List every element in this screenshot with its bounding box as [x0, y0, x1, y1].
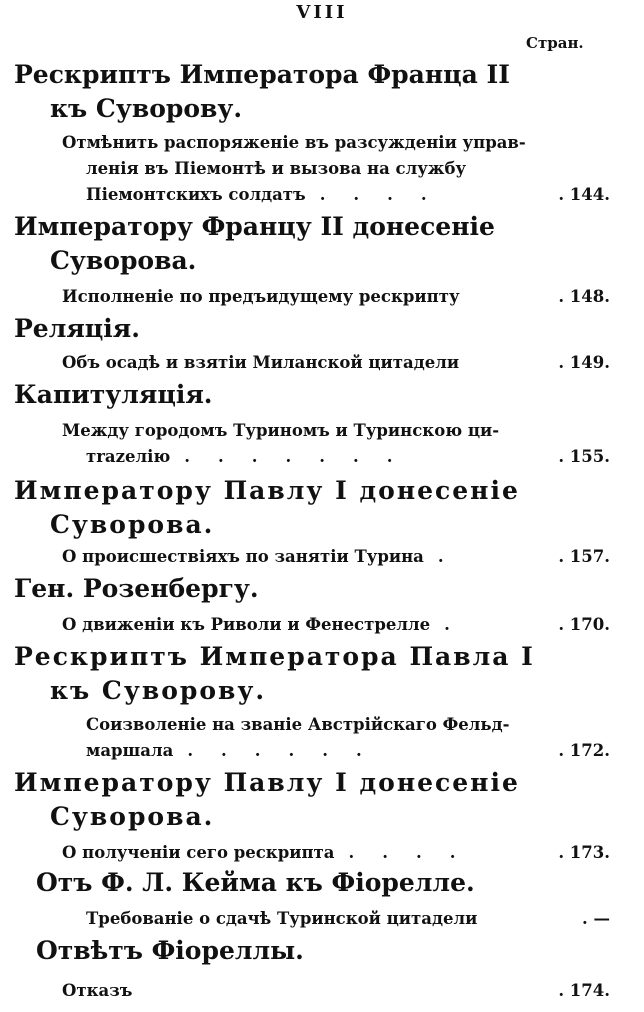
toc-description: Отмѣнить распоряженіе въ разсужденіи управ- ленія въ Піемонтѣ и вызова на службу Піемонтскихъ солдатъ .... . 144.	[62, 130, 610, 208]
toc-page-ref: . 149.	[558, 353, 610, 372]
page-column-label: Стран.	[526, 34, 584, 52]
toc-heading: Рескриптъ Императора Франца II къ Суворову.	[14, 60, 510, 123]
toc-page-ref: . —	[582, 909, 610, 928]
toc-description: Отказъ . 174.	[62, 978, 610, 1004]
toc-heading: Ген. Розенбергу.	[14, 574, 259, 603]
toc-heading: Императору Францу II донесеніе Суворова.	[14, 212, 495, 275]
toc-description: О происшествіяхъ по занятіи Турина . . 157.	[62, 544, 610, 570]
toc-page-ref: . 174.	[558, 981, 610, 1000]
toc-page-ref: . 155.	[558, 447, 610, 466]
page-number: VIII	[296, 2, 348, 23]
toc-page-ref: . 172.	[558, 741, 610, 760]
toc-heading: Рескриптъ Императора Павла I къ Суворову.	[14, 642, 535, 705]
toc-page-ref: . 148.	[558, 287, 610, 306]
toc-heading: Реляція.	[14, 314, 140, 343]
toc-heading: Капитуляція.	[14, 380, 213, 409]
toc-description: Исполненіе по предъидущему рескрипту . 148.	[62, 284, 610, 310]
toc-heading: Императору Павлу I донесеніе Суворова.	[14, 768, 520, 831]
toc-heading: Отъ Ф. Л. Кейма къ Фіорелле.	[36, 868, 475, 897]
toc-page-ref: . 157.	[558, 547, 610, 566]
toc-description: Соизволеніе на званіе Австрійскаго Фельд- маршала ...... . 172.	[62, 712, 610, 764]
toc-description: О движеніи къ Риволи и Фенестрелле . . 170.	[62, 612, 610, 638]
toc-page-ref: . 170.	[558, 615, 610, 634]
toc-page-ref: . 173.	[558, 843, 610, 862]
toc-description: О полученіи сего рескрипта .... . 173.	[62, 840, 610, 866]
toc-heading: Императору Павлу I донесеніе Суворова.	[14, 476, 520, 539]
toc-heading: Отвѣтъ Фіореллы.	[36, 936, 304, 965]
toc-description: Между городомъ Туриномъ и Туринскою ци- тrazeлію ....... . 155.	[62, 418, 610, 470]
toc-description: Объ осадѣ и взятіи Миланской цитадели . 149.	[62, 350, 610, 376]
toc-page-ref: . 144.	[558, 185, 610, 204]
toc-description: Требованіе о сдачѣ Туринской цитадели . —	[62, 906, 610, 932]
